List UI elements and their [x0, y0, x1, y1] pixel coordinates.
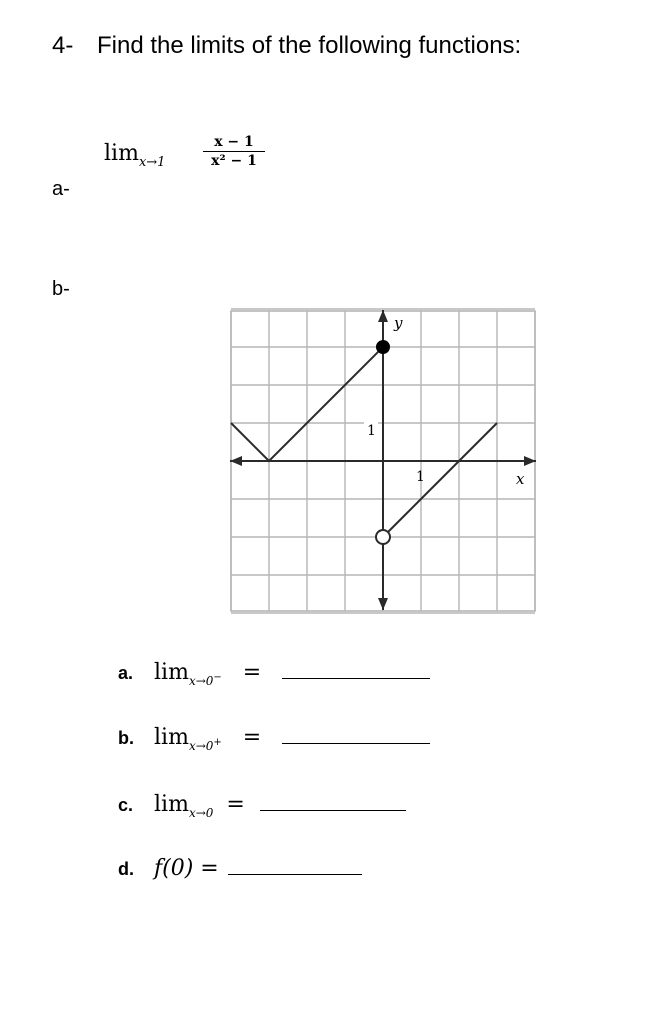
- x-axis-label: x: [516, 470, 525, 488]
- answer-blank-a[interactable]: [282, 677, 430, 679]
- lim-subscript: x→0−: [188, 672, 222, 688]
- answer-row-a: [118, 660, 430, 688]
- answer-letter: a.: [118, 663, 134, 683]
- limit-expression-a: [104, 141, 166, 170]
- function-value: f(0) =: [154, 856, 219, 881]
- lim-subscript: x→0+: [188, 737, 222, 753]
- question-text: Find the limits of the following functions:: [97, 32, 522, 59]
- answer-blank-c[interactable]: [260, 809, 406, 811]
- open-endpoint-dot: [376, 530, 390, 544]
- answer-letter: b.: [118, 728, 134, 748]
- lim-word: lim: [154, 725, 189, 750]
- lim-subscript: x→0: [188, 806, 214, 820]
- answer-blank-b[interactable]: [282, 742, 430, 744]
- answer-letter: c.: [118, 795, 134, 815]
- one-sided-sign: −: [213, 672, 222, 683]
- closed-endpoint-dot: [376, 340, 390, 354]
- y-axis-arrow-down: [378, 598, 388, 610]
- question-number: 4-: [52, 32, 74, 59]
- fraction-numerator: x − 1: [214, 134, 254, 150]
- function-graph: [228, 308, 540, 614]
- lim-subscript: x→1: [138, 155, 166, 170]
- answer-letter: d.: [118, 859, 134, 879]
- lim-word: lim: [154, 660, 189, 685]
- lim-word: lim: [104, 141, 139, 166]
- answer-row-c: [118, 792, 406, 820]
- lim-word: lim: [154, 792, 189, 817]
- answer-row-d: [118, 856, 362, 881]
- answer-row-b: [118, 725, 430, 753]
- one-sided-sign: +: [213, 737, 222, 748]
- equals-sign: =: [242, 725, 262, 750]
- answer-blank-d[interactable]: [228, 873, 362, 875]
- y-tick-label: 1: [367, 423, 376, 439]
- y-axis-label: y: [394, 314, 403, 332]
- fraction-denominator: x² − 1: [211, 153, 257, 169]
- equals-sign: =: [226, 792, 245, 817]
- part-a-label: a-: [52, 178, 70, 200]
- x-tick-label: 1: [416, 469, 425, 485]
- equals-sign: =: [242, 660, 262, 685]
- right-piece-line: [383, 423, 497, 537]
- fraction: [200, 134, 268, 169]
- part-b-label: b-: [52, 278, 70, 300]
